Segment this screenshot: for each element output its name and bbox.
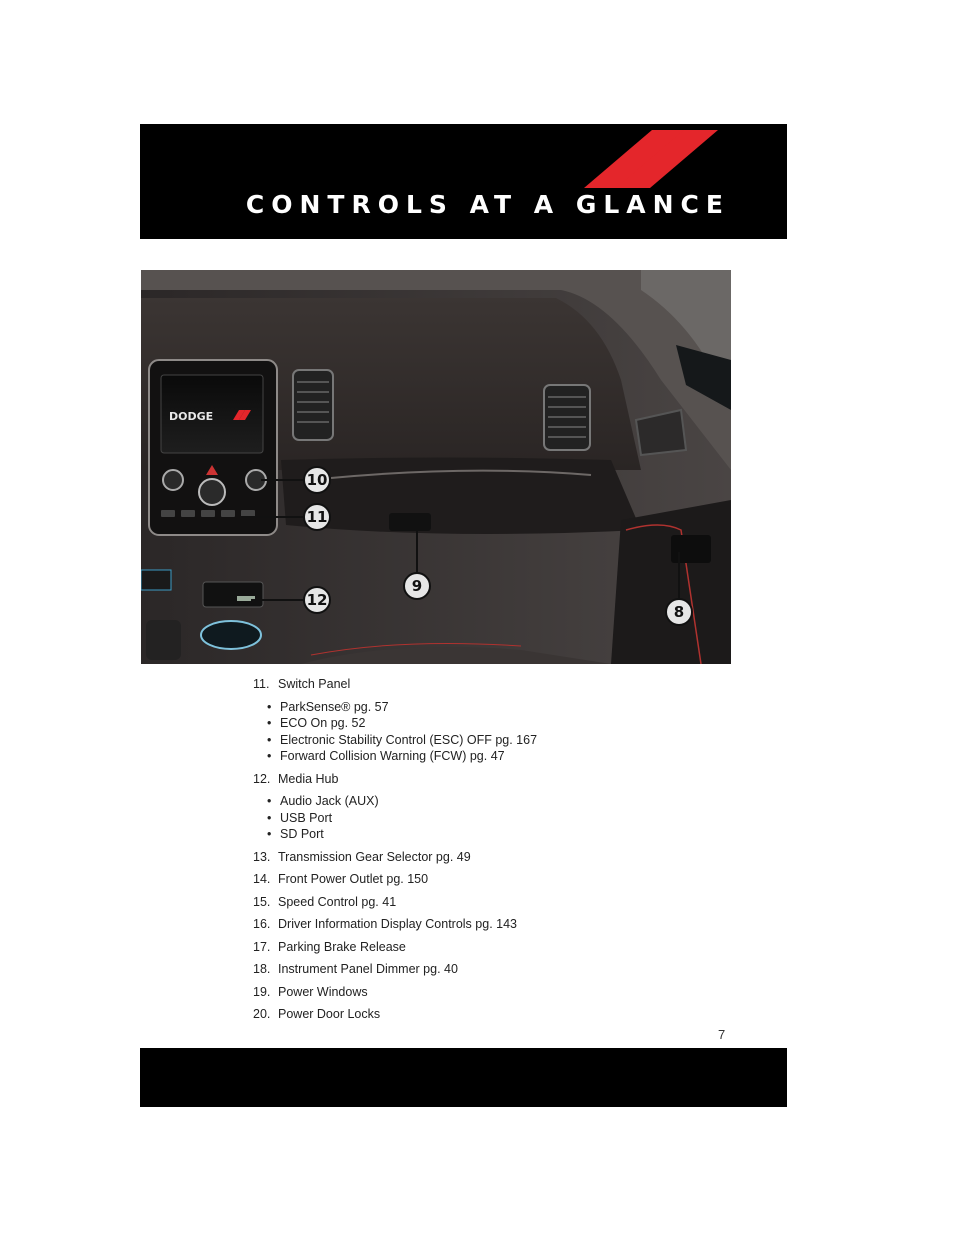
item-number: 11. [253, 677, 270, 691]
page-title: CONTROLS AT A GLANCE [245, 190, 730, 219]
sub-item: • Forward Collision Warning (FCW) pg. 47 [267, 748, 723, 765]
list-item [253, 961, 723, 977]
item-label: Speed Control pg. 41 [278, 894, 397, 909]
item-number: 14. [253, 872, 271, 886]
item-number: 13. [253, 849, 271, 864]
list-item [253, 939, 723, 955]
item-label: Switch Panel [278, 677, 351, 691]
item-number: 20. [253, 1007, 271, 1021]
controls-list [253, 676, 723, 1029]
item-number: 18. [253, 962, 271, 976]
sub-list [267, 793, 723, 843]
item-label: Transmission Gear Selector pg. 49 [278, 849, 471, 864]
sub-item: • SD Port [267, 826, 723, 843]
brand-stripes-icon [140, 124, 787, 239]
sub-item: • ECO On pg. 52 [267, 715, 723, 732]
callout-11-label: 11 [306, 508, 328, 526]
item-label: Driver Information Display Controls pg. 143 [278, 917, 517, 931]
list-item [253, 871, 723, 887]
item-label: Power Door Locks [278, 1007, 381, 1021]
callout-10-label: 10 [306, 471, 328, 489]
item-label: Parking Brake Release [278, 939, 406, 954]
page-number: 7 [718, 1027, 726, 1042]
list-item [253, 1006, 723, 1022]
item-number: 16. [253, 917, 271, 931]
list-item [253, 984, 723, 1000]
list-item [253, 894, 723, 910]
item-label: Front Power Outlet pg. 150 [278, 872, 429, 886]
item-label: Media Hub [278, 771, 339, 786]
item-number: 15. [253, 894, 271, 909]
callout-12-label: 12 [306, 591, 328, 609]
dashboard-photo [141, 270, 731, 664]
item-label: Instrument Panel Dimmer pg. 40 [278, 962, 458, 976]
sub-item: • Electronic Stability Control (ESC) OFF pg. 167 [267, 732, 723, 749]
item-label: Power Windows [278, 984, 368, 999]
header-band [140, 124, 787, 239]
dashboard-illustration [141, 270, 731, 664]
item-number: 19. [253, 984, 271, 999]
item-number: 17. [253, 939, 271, 954]
item-number: 12. [253, 771, 271, 786]
sub-list [267, 699, 723, 765]
callout-9-label: 9 [411, 577, 423, 595]
callout-8-label: 8 [673, 603, 685, 621]
sub-item: • USB Port [267, 810, 723, 827]
list-item [253, 916, 723, 932]
sub-item: • Audio Jack (AUX) [267, 793, 723, 810]
sub-item: • ParkSense® pg. 57 [267, 699, 723, 716]
list-item [253, 676, 723, 765]
list-item [253, 849, 723, 865]
list-item [253, 771, 723, 843]
footer-band [140, 1048, 787, 1107]
dodge-logo: DODGE [169, 410, 214, 423]
